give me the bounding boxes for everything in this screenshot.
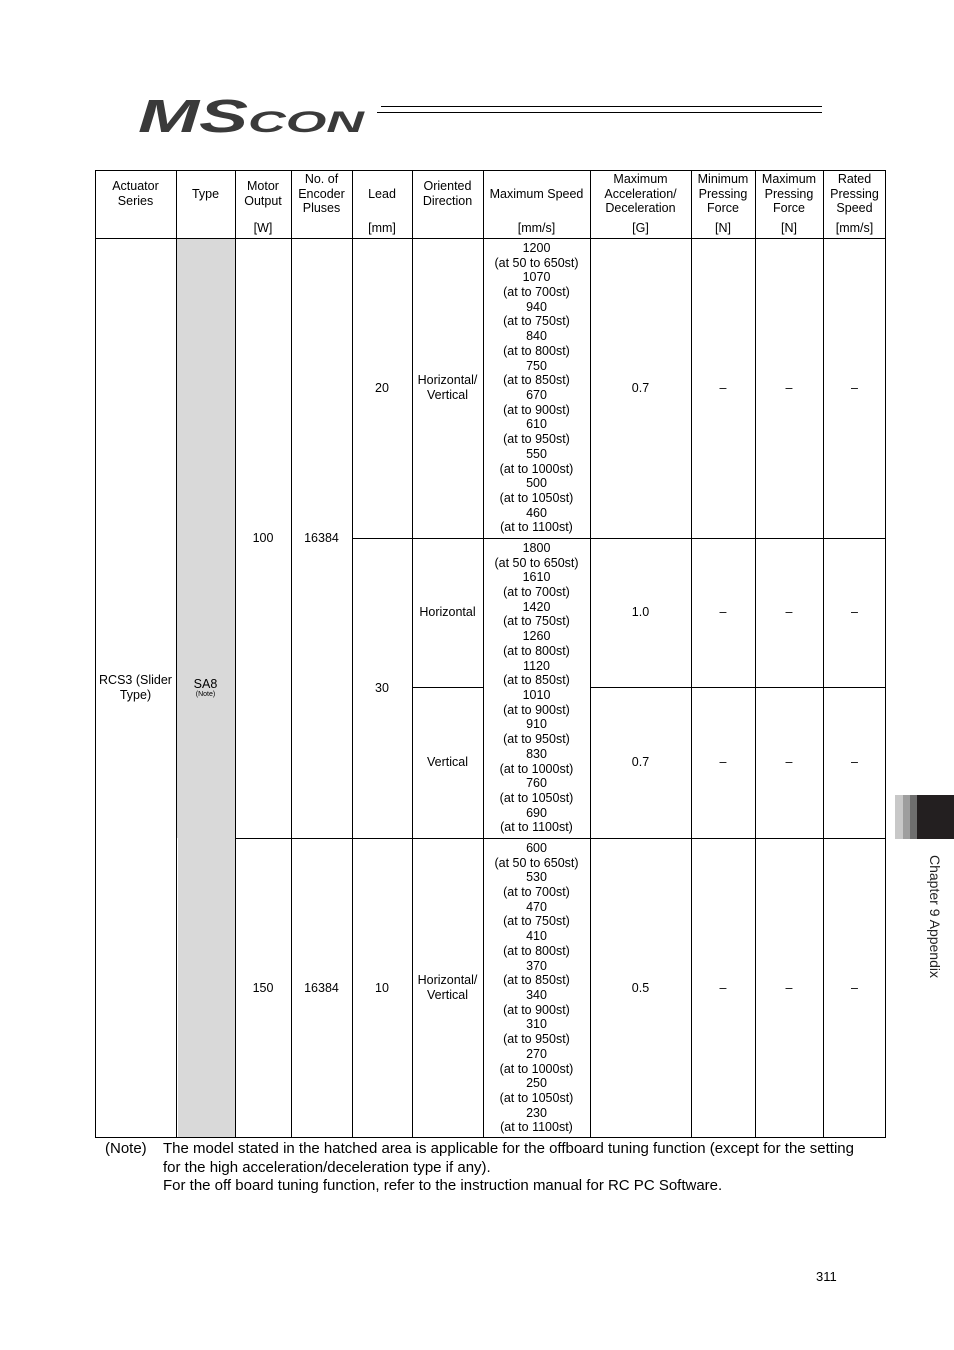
speed-line: (at to 750st) bbox=[503, 314, 570, 329]
speed-line: (at to 800st) bbox=[503, 643, 570, 658]
speed-line: (at to 1000st) bbox=[499, 1061, 574, 1076]
type-note-marker: (Note) bbox=[195, 691, 216, 699]
rated-speed-row-3: – bbox=[851, 755, 858, 770]
speed-line: (at to 1100st) bbox=[500, 820, 573, 835]
tab-stripe-2 bbox=[903, 795, 910, 839]
speed-line: (at to 900st) bbox=[503, 1002, 570, 1017]
speed-line: (at to 950st) bbox=[503, 732, 570, 747]
unit-min-force: [N] bbox=[715, 221, 731, 235]
lead-30: 30 bbox=[375, 680, 389, 695]
speed-line: 370 bbox=[526, 958, 547, 973]
speed-line: 940 bbox=[526, 299, 547, 314]
unit-max-speed: [mm/s] bbox=[517, 221, 556, 235]
min-force-row-4: – bbox=[719, 980, 727, 995]
speed-line: 310 bbox=[526, 1017, 547, 1032]
chapter-tab-marker bbox=[895, 795, 954, 839]
footnote-line-2: For the off board tuning function, refer to the instruction manual for RC PC Software. bbox=[163, 1177, 723, 1194]
header-max-pressing-force: Maximum Pressing Force bbox=[761, 171, 817, 216]
accel-row-2: 1.0 bbox=[631, 605, 650, 620]
speed-line: (at to 950st) bbox=[503, 432, 570, 447]
speed-line: (at to 1000st) bbox=[499, 761, 574, 776]
header-rated-pressing-speed: Rated Pressing Speed bbox=[830, 171, 879, 216]
speed-line: (at to 1100st) bbox=[500, 1120, 573, 1135]
max-speed-row-1 bbox=[483, 238, 590, 538]
speed-line: 230 bbox=[526, 1105, 547, 1120]
speed-line: (at to 700st) bbox=[503, 885, 570, 900]
header-motor-output: Motor Output bbox=[244, 179, 282, 208]
speed-line: (at to 850st) bbox=[503, 973, 570, 988]
speed-line: (at to 900st) bbox=[503, 702, 570, 717]
svg-text:MS: MS bbox=[138, 96, 249, 140]
speed-line: (at 50 to 650st) bbox=[494, 555, 579, 570]
encoder-pulses-150: 16384 bbox=[304, 980, 339, 995]
accel-row-4: 0.5 bbox=[631, 980, 650, 995]
min-force-row-3: – bbox=[719, 755, 727, 770]
speed-line: (at to 700st) bbox=[503, 285, 570, 300]
direction-row-4: Horizontal/ Vertical bbox=[417, 973, 478, 1002]
header-type: Type bbox=[191, 186, 220, 201]
speed-line: 1610 bbox=[522, 570, 551, 585]
tab-stripe-3 bbox=[910, 795, 917, 839]
rated-speed-row-2: – bbox=[851, 605, 858, 620]
header-lead: Lead bbox=[368, 186, 396, 201]
header-oriented-direction: Oriented Direction bbox=[422, 179, 473, 208]
speed-line: (at to 700st) bbox=[503, 585, 570, 600]
motor-output-100: 100 bbox=[252, 530, 274, 545]
footnote-line-1: The model stated in the hatched area is applicable for the offboard tuning function (except for the setting for the high acceleration/deceleration type if any). bbox=[163, 1140, 854, 1176]
speed-line: 760 bbox=[526, 776, 547, 791]
speed-line: 1200 bbox=[522, 240, 551, 255]
speed-line: (at to 750st) bbox=[503, 614, 570, 629]
max-speed-row-2-3 bbox=[483, 538, 590, 838]
speed-line: 340 bbox=[526, 988, 547, 1002]
spec-table bbox=[95, 170, 886, 1138]
lead-20: 20 bbox=[375, 380, 389, 395]
accel-row-1: 0.7 bbox=[631, 380, 650, 395]
speed-line: (at to 850st) bbox=[503, 373, 570, 388]
speed-line: (at to 900st) bbox=[503, 402, 570, 417]
header-rule-bottom bbox=[377, 112, 822, 113]
direction-row-2: Horizontal bbox=[419, 605, 476, 620]
mscon-logo bbox=[136, 96, 368, 140]
speed-line: 840 bbox=[526, 329, 547, 344]
speed-line: (at to 800st) bbox=[503, 943, 570, 958]
rated-speed-row-4: – bbox=[851, 980, 858, 995]
speed-line: 1420 bbox=[522, 599, 551, 614]
max-force-row-3: – bbox=[785, 755, 793, 770]
page-number: 311 bbox=[816, 1269, 837, 1284]
lead-10: 10 bbox=[375, 980, 389, 995]
unit-max-force: [N] bbox=[781, 221, 797, 235]
direction-row-3: Vertical bbox=[427, 755, 468, 770]
speed-line: 270 bbox=[526, 1046, 547, 1061]
speed-line: 530 bbox=[526, 870, 547, 885]
speed-line: 1800 bbox=[522, 540, 551, 555]
max-force-row-1: – bbox=[785, 380, 793, 395]
unit-acceleration: [G] bbox=[632, 221, 649, 235]
tab-stripe-4 bbox=[917, 795, 954, 839]
speed-line: 1120 bbox=[523, 658, 550, 673]
header-encoder-pulses: No. of Encoder Pluses bbox=[298, 171, 345, 216]
speed-line: (at to 1050st) bbox=[499, 490, 574, 505]
header-rule-top bbox=[381, 106, 822, 107]
accel-row-3: 0.7 bbox=[631, 755, 650, 770]
speed-line: 910 bbox=[526, 717, 547, 732]
speed-line: 470 bbox=[526, 899, 547, 914]
speed-line: 1010 bbox=[522, 688, 551, 702]
type-value: SA8 (Note) bbox=[193, 676, 218, 699]
min-force-row-1: – bbox=[719, 380, 727, 395]
svg-text:CON: CON bbox=[248, 106, 367, 139]
footnote-label: (Note) bbox=[105, 1140, 147, 1157]
speed-line: (at to 850st) bbox=[503, 673, 570, 688]
speed-line: (at to 750st) bbox=[503, 914, 570, 929]
speed-line: 500 bbox=[526, 476, 547, 491]
unit-motor-output: [W] bbox=[253, 221, 273, 235]
speed-line: 830 bbox=[526, 746, 547, 761]
unit-rated-speed: [mm/s] bbox=[835, 221, 874, 235]
speed-line: (at to 950st) bbox=[503, 1032, 570, 1047]
speed-line: (at to 1000st) bbox=[499, 461, 574, 476]
rated-speed-row-1: – bbox=[851, 380, 858, 395]
header-actuator-series: Actuator Series bbox=[112, 179, 159, 208]
speed-line: 460 bbox=[526, 505, 547, 520]
chapter-label: Chapter 9 Appendix bbox=[927, 855, 943, 978]
speed-line: 410 bbox=[526, 929, 547, 944]
speed-line: (at to 1100st) bbox=[500, 520, 573, 535]
speed-line: 750 bbox=[526, 358, 547, 373]
speed-line: (at to 1050st) bbox=[499, 790, 574, 805]
max-force-row-2: – bbox=[785, 605, 793, 620]
unit-lead: [mm] bbox=[368, 221, 396, 235]
speed-line: 250 bbox=[526, 1076, 547, 1091]
actuator-series-value: RCS3 (Slider Type) bbox=[99, 673, 172, 702]
header-maximum-speed: Maximum Speed bbox=[489, 186, 584, 201]
header-max-acceleration: Maximum Acceleration/ Deceleration bbox=[604, 171, 677, 216]
speed-line: 600 bbox=[526, 840, 547, 855]
header-min-pressing-force: Minimum Pressing Force bbox=[697, 171, 749, 216]
speed-line: 1260 bbox=[522, 629, 551, 644]
speed-line: 690 bbox=[526, 805, 547, 820]
speed-line: 1070 bbox=[522, 270, 551, 285]
min-force-row-2: – bbox=[719, 605, 727, 620]
speed-line: (at to 800st) bbox=[503, 343, 570, 358]
tab-stripe-1 bbox=[895, 795, 903, 839]
speed-line: (at to 1050st) bbox=[499, 1090, 574, 1105]
encoder-pulses-100: 16384 bbox=[304, 530, 339, 545]
max-speed-row-4 bbox=[483, 838, 590, 1138]
speed-line: 670 bbox=[526, 388, 547, 402]
speed-line: (at 50 to 650st) bbox=[494, 855, 579, 870]
motor-output-150: 150 bbox=[252, 980, 274, 995]
max-force-row-4: – bbox=[785, 980, 793, 995]
speed-line: 550 bbox=[526, 446, 547, 461]
direction-row-1: Horizontal/ Vertical bbox=[417, 373, 478, 402]
speed-line: (at 50 to 650st) bbox=[494, 255, 579, 270]
speed-line: 610 bbox=[526, 417, 547, 432]
